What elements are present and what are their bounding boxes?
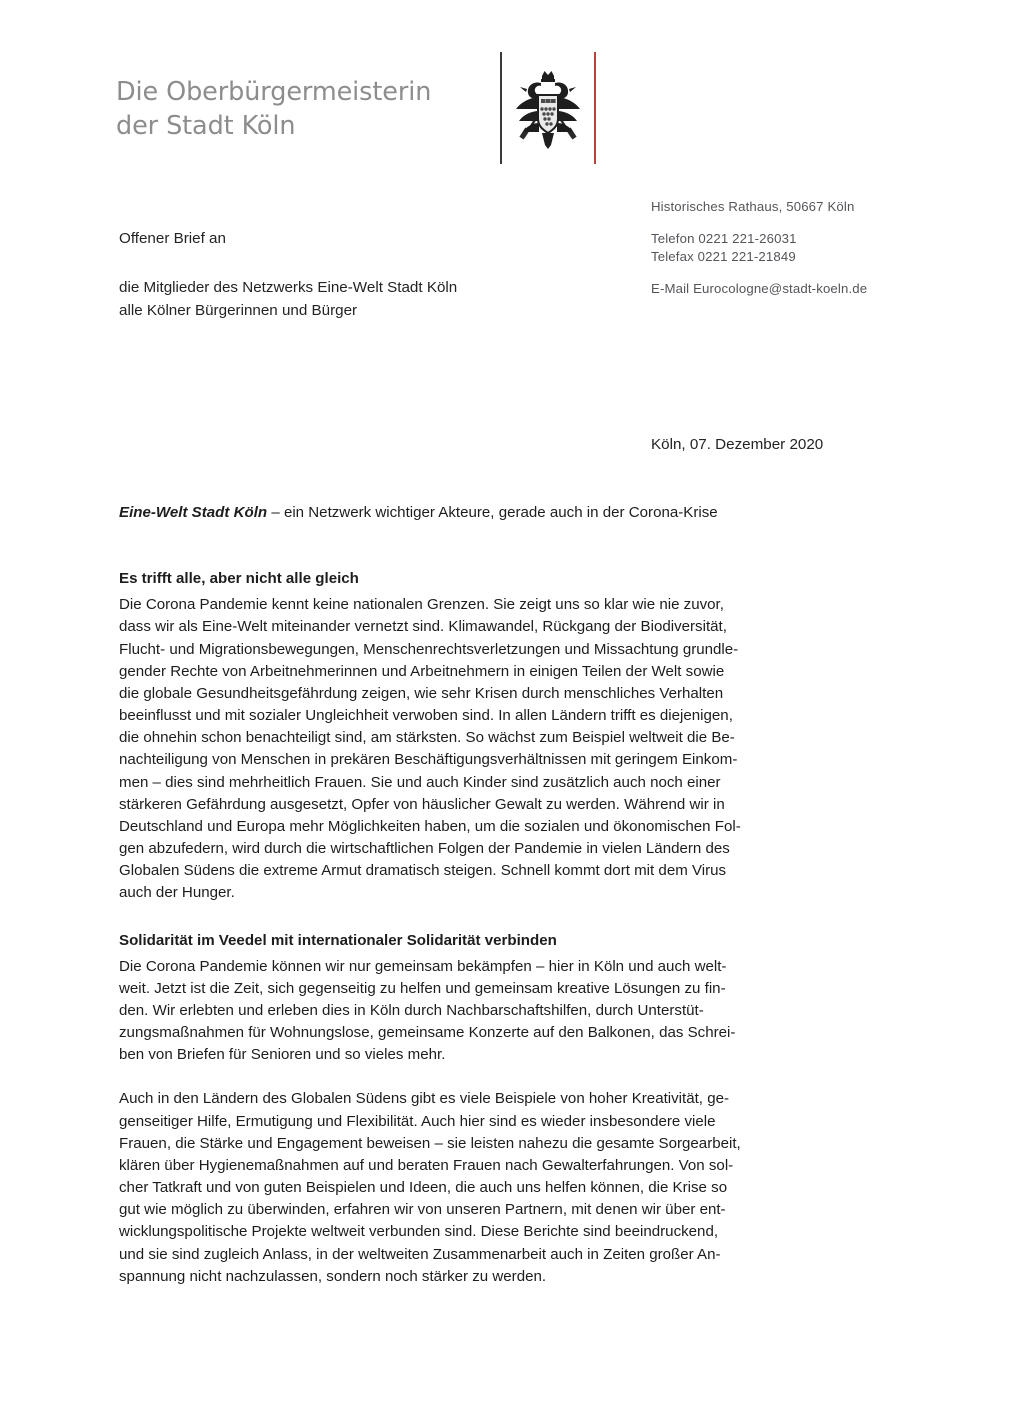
body-line: gen abzufedern, wird durch die wirtschaftlichen Folgen der Pandemie in vielen Ländern des — [119, 840, 730, 858]
body-line: gut wie möglich zu überwinden, erfahren wir von unseren Partnern, mit denen wir über ent- — [119, 1201, 726, 1219]
letterhead-divider-red — [594, 52, 596, 164]
body-line: und sie sind zugleich Anlass, in der weltweiten Zusammenarbeit auch in Zeiten großer An- — [119, 1245, 721, 1263]
dateline: Köln, 07. Dezember 2020 — [651, 436, 824, 453]
contact-address: Historisches Rathaus, 50667 Köln — [651, 199, 855, 214]
organisation-name-line1: Die Oberbürgermeisterin — [116, 76, 432, 107]
body-line: zungsmaßnahmen für Wohnungslose, gemeinsame Konzerte auf den Balkonen, das Schrei- — [119, 1024, 736, 1042]
body-line: den. Wir erlebten und erleben dies in Köln durch Nachbarschaftshilfen, durch Unterstüt- — [119, 1001, 704, 1019]
subject-line — [119, 502, 919, 524]
contact-address-group — [651, 198, 951, 217]
section-heading: Es trifft alle, aber nicht alle gleich — [119, 570, 359, 588]
body-paragraph — [119, 594, 919, 904]
body-line: Die Corona Pandemie kennt keine nationalen Grenzen. Sie zeigt uns so klar wie nie zuvor, — [119, 596, 724, 614]
letter-body — [119, 502, 919, 1288]
body-line: wicklungspolitische Projekte weltweit verbunden sind. Diese Berichte sind beeindruckend, — [119, 1223, 719, 1241]
body-line: Die Corona Pandemie können wir nur gemeinsam bekämpfen – hier in Köln und auch welt- — [119, 957, 727, 975]
contact-block — [651, 198, 951, 299]
body-line: auch der Hunger. — [119, 884, 235, 902]
contact-email-group — [651, 280, 951, 299]
organisation-name-line2: der Stadt Köln — [116, 111, 296, 141]
recipient-line-2: alle Kölner Bürgerinnen und Bürger — [119, 301, 358, 319]
recipient-block — [119, 228, 639, 322]
body-line: beeinflusst und mit sozialer Ungleichheit verwoben sind. In allen Ländern trifft es diejenigen, — [119, 707, 733, 725]
section-heading: Solidarität im Veedel mit internationaler Solidarität verbinden — [119, 931, 557, 949]
body-line: Frauen, die Stärke und Engagement beweisen – sie leisten nahezu die gesamte Sorgearbeit, — [119, 1134, 741, 1152]
recipient-salutation: Offener Brief an — [119, 230, 226, 247]
body-line: men – dies sind mehrheitlich Frauen. Sie und auch Kinder sind zusätzlich auch noch einer — [119, 773, 721, 791]
body-paragraph — [119, 956, 919, 1067]
body-line: spannung nicht nachzulassen, sondern noch stärker zu werden. — [119, 1267, 547, 1285]
cologne-coat-of-arms-icon — [502, 52, 594, 164]
body-line: stärkeren Gefährdung ausgesetzt, Opfer von häuslicher Gewalt zu werden. Während wir in — [119, 795, 725, 813]
contact-email: E-Mail Eurocologne@stadt-koeln.de — [651, 281, 868, 297]
body-line: Flucht- und Migrationsbewegungen, Menschenrechtsverletzungen und Missachtung grundle- — [119, 640, 739, 658]
body-line: Auch in den Ländern des Globalen Südens gibt es viele Beispiele von hoher Kreativität, ge- — [119, 1090, 730, 1108]
body-line: cher Tatkraft und von guten Beispielen und Ideen, die auch uns helfen können, die Krise so — [119, 1179, 728, 1197]
body-line: die ohnehin schon benachteiligt sind, am stärksten. So wächst zum Beispiel weltweit die Be- — [119, 729, 735, 747]
body-line: dass wir als Eine-Welt miteinander vernetzt sind. Klimawandel, Rückgang der Biodiversität, — [119, 618, 727, 636]
organisation-name — [116, 73, 490, 143]
contact-phone: Telefon 0221 221-26031 — [651, 230, 797, 246]
body-line: genseitiger Hilfe, Ermutigung und Flexibilität. Auch hier sind es wieder insbesondere viele — [119, 1112, 716, 1130]
body-line: weit. Jetzt ist die Zeit, sich gegenseitig zu helfen und gemeinsam kreative Lösungen zu fin- — [119, 979, 726, 997]
body-line: Deutschland und Europa mehr Möglichkeiten haben, um die sozialen und ökonomischen Fol- — [119, 817, 741, 835]
body-line: die globale Gesundheitsgefährdung zeigen, wie sehr Krisen durch menschliches Verhalten — [119, 684, 724, 702]
recipient-addressees — [119, 277, 639, 323]
subject-title: Eine-Welt Stadt Köln — [119, 504, 268, 521]
body-line: ben von Briefen für Senioren und so vieles mehr. — [119, 1046, 446, 1064]
body-line: gender Rechte von Arbeitnehmerinnen und Arbeitnehmern in einigen Teilen der Welt sowie — [119, 662, 725, 680]
contact-fax: Telefax 0221 221-21849 — [651, 249, 796, 265]
letter-sections — [119, 568, 919, 1288]
recipient-line-1: die Mitglieder des Netzwerks Eine-Welt Stadt Köln — [119, 278, 458, 296]
body-line: Globalen Südens die extreme Armut dramatisch steigen. Schnell kommt dort mit dem Virus — [119, 862, 727, 880]
letterhead — [116, 52, 596, 164]
subject-remainder: – ein Netzwerk wichtiger Akteure, gerade auch in der Corona-Krise — [267, 504, 718, 521]
body-line: nachteiligung von Menschen in prekären Beschäftigungsverhältnissen mit geringem Einkom- — [119, 751, 738, 769]
body-paragraph — [119, 1088, 919, 1287]
contact-phone-group — [651, 230, 951, 267]
body-line: klären über Hygienemaßnahmen auf und beraten Frauen nach Gewalterfahrungen. Von sol- — [119, 1156, 734, 1174]
